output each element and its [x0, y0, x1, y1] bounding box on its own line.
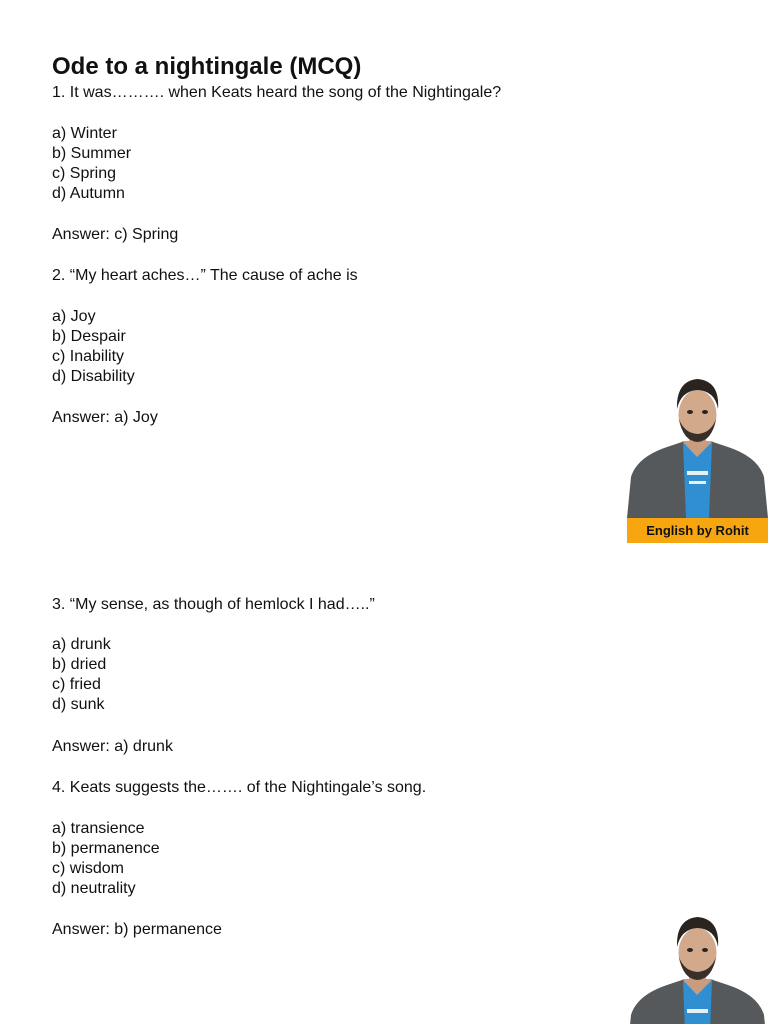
question-2-answer: Answer: a) Joy: [52, 409, 158, 426]
question-3-prompt: 3. “My sense, as though of hemlock I had…..”: [52, 596, 375, 613]
question-2-prompt: 2. “My heart aches…” The cause of ache is: [52, 267, 358, 284]
question-4-option-b: b) permanence: [52, 840, 160, 857]
question-3-answer: Answer: a) drunk: [52, 738, 173, 755]
question-1-option-d: d) Autumn: [52, 185, 125, 202]
question-4-prompt: 4. Keats suggests the……. of the Nightingale’s song.: [52, 779, 427, 796]
question-2-option-d: d) Disability: [52, 368, 135, 385]
question-1-prompt: 1. It was………. when Keats heard the song of the Nightingale?: [52, 84, 502, 101]
question-1-option-b: b) Summer: [52, 145, 132, 162]
presenter-image: [627, 375, 768, 518]
question-4-option-a: a) transience: [52, 820, 145, 837]
question-3-option-b: b) dried: [52, 656, 107, 673]
question-4-answer: Answer: b) permanence: [52, 921, 222, 938]
presenter-video-bottom: [627, 913, 768, 1024]
presenter-name-badge: English by Rohit: [627, 518, 768, 543]
question-2-option-a: a) Joy: [52, 308, 96, 325]
question-1-option-c: c) Spring: [52, 165, 117, 182]
presenter-video: [627, 375, 768, 518]
question-1-answer: Answer: c) Spring: [52, 226, 179, 243]
question-3-option-c: c) fried: [52, 676, 101, 693]
question-4-option-d: d) neutrality: [52, 880, 136, 897]
question-1-option-a: a) Winter: [52, 125, 117, 142]
presenter-image-bottom: [627, 913, 768, 1024]
page-title: Ode to a nightingale (MCQ): [52, 53, 362, 80]
question-2-option-c: c) Inability: [52, 348, 125, 365]
question-3-option-d: d) sunk: [52, 696, 105, 713]
question-3-option-a: a) drunk: [52, 636, 111, 653]
question-2-option-b: b) Despair: [52, 328, 126, 345]
question-4-option-c: c) wisdom: [52, 860, 125, 877]
